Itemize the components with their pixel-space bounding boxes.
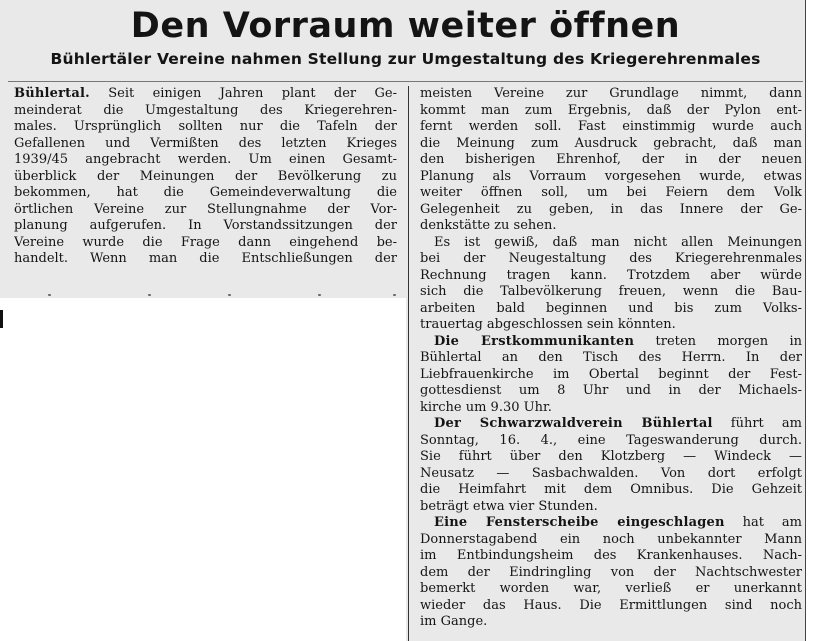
- clipping-edge: [805, 0, 806, 641]
- right-column-line: [420, 433, 802, 450]
- line-text: im Gange.: [420, 614, 488, 629]
- line-text: kirche um 9.30 Uhr.: [420, 399, 552, 415]
- line-text: fernt werden soll. Fast einstimmig wurde auch: [420, 119, 802, 134]
- right-column-line: [420, 598, 802, 615]
- left-column-line: [14, 136, 397, 153]
- line-text: Rechnung tragen kann. Trotzdem aber würde: [420, 267, 802, 283]
- line-text: Vereine wurde die Frage dann eingehend be-: [14, 234, 397, 250]
- right-column-line: [420, 235, 802, 252]
- right-column-line: [420, 581, 802, 598]
- right-column-line: [420, 284, 802, 301]
- line-text: Es ist gewiß, daß man nicht allen Meinungen: [434, 234, 802, 250]
- line-text: dem der Eindringling von der Nachtschwester: [420, 564, 802, 580]
- right-column-line: [420, 268, 802, 285]
- line-text: im Entbindungsheim des Krankenhauses. Nach-: [420, 548, 802, 563]
- line-text: trauertag abgeschlossen sein könnten.: [420, 317, 676, 332]
- line-text: Seit einigen Jahren plant der Ge-: [89, 86, 397, 101]
- line-text: wieder das Haus. Die Ermittlungen sind noch: [420, 597, 802, 613]
- line-text: meisten Vereine zur Grundlage nimmt, dann: [420, 86, 802, 101]
- line-text: bekommen, hat die Gemeindeverwaltung die: [14, 185, 397, 200]
- right-column-line: [420, 565, 802, 582]
- left-column-line: [14, 169, 397, 186]
- line-text: Sonntag, 16. 4., eine Tageswanderung durch.: [420, 432, 802, 448]
- line-text: Bühlertal an den Tisch des Herrn. In der: [420, 350, 802, 365]
- lead-in-bold: Eine Fensterscheibe eingeschlagen: [434, 515, 725, 530]
- right-column-line: [420, 169, 802, 186]
- left-column-line: [14, 202, 397, 219]
- line-text: males. Ursprünglich sollten nur die Tafeln der: [14, 119, 397, 134]
- right-column-line: [420, 218, 802, 235]
- line-text: planung aufgerufen. In Vorstandssitzungen der: [14, 218, 397, 233]
- right-column-line: [420, 202, 802, 219]
- line-text: überblick der Meinungen der Bevölkerung zu: [14, 168, 397, 184]
- line-text: Neusatz — Sasbachwalden. Von dort erfolgt: [420, 465, 802, 481]
- right-margin: [805, 0, 821, 641]
- right-column-line: [420, 466, 802, 483]
- line-text: bemerkt worden war, verließ er unerkannt: [420, 581, 802, 596]
- left-column-line: [14, 119, 397, 136]
- right-column-line: [420, 367, 802, 384]
- line-text: gottesdienst um 8 Uhr und in der Michaels-: [420, 383, 802, 398]
- right-column-line: [420, 136, 802, 153]
- left-column-line: [14, 218, 397, 235]
- header-divider: [8, 81, 803, 82]
- right-column-line: [420, 251, 802, 268]
- line-text: treten morgen in: [634, 333, 802, 349]
- article-column-right: [420, 86, 802, 631]
- line-text: handelt. Wenn man die Entschließungen der: [14, 251, 397, 266]
- line-text: denkstätte zu sehen.: [420, 218, 557, 233]
- line-text: Donnerstagabend ein noch unbekannter Mann: [420, 531, 802, 547]
- line-text: Gefallenen und Vermißten des letzten Krieges: [14, 135, 397, 151]
- line-text: beträgt etwa vier Stunden.: [420, 498, 598, 514]
- left-column-line: [14, 103, 397, 120]
- line-text: 1939/45 angebracht werden. Um einen Gesamt-: [14, 152, 397, 167]
- article-column-left: [14, 86, 397, 268]
- line-text: den bisherigen Ehrenhof, der in der neuen: [420, 152, 802, 167]
- right-column-line: [420, 449, 802, 466]
- right-column-line: [420, 86, 802, 103]
- line-text: führt am: [712, 416, 802, 431]
- right-column-line: [420, 499, 802, 516]
- left-column-line: [14, 251, 397, 268]
- line-text: Liebfrauenkirche im Obertal beginnt der Fest-: [420, 366, 802, 382]
- right-column-line: [420, 317, 802, 334]
- blank-cutout-area: [0, 298, 406, 641]
- right-column-line: [420, 301, 802, 318]
- edge-mark: [0, 310, 3, 328]
- lead-in-bold: Bühlertal.: [14, 86, 90, 101]
- right-column-line: [420, 482, 802, 499]
- right-column-line: [420, 548, 802, 565]
- right-column-line: [420, 400, 802, 417]
- left-column-line: [14, 185, 397, 202]
- right-column-line: [420, 103, 802, 120]
- line-text: bei der Neugestaltung des Kriegerehrenmales: [420, 251, 802, 266]
- left-column-line: [14, 86, 397, 103]
- article-headline: Den Vorraum weiter öffnen: [130, 6, 681, 46]
- line-text: meinderat die Umgestaltung des Kriegerehren-: [14, 102, 397, 118]
- right-column-line: [420, 532, 802, 549]
- right-column-line: [420, 350, 802, 367]
- left-column-line: [14, 152, 397, 169]
- line-text: hat am: [724, 515, 802, 530]
- left-column-line: [14, 235, 397, 252]
- line-text: örtlichen Vereine zur Stellungnahme der Vor-: [14, 201, 397, 217]
- column-divider: [408, 86, 409, 641]
- right-column-line: [420, 185, 802, 202]
- line-text: die Heimfahrt mit dem Omnibus. Die Gehzeit: [420, 482, 802, 497]
- line-text: weiter öffnen soll, um bei Feiern dem Volk: [420, 185, 802, 200]
- right-column-line: [420, 152, 802, 169]
- right-column-line: [420, 383, 802, 400]
- right-column-line: [420, 515, 802, 532]
- line-text: kommt man zum Ergebnis, daß der Pylon ent-: [420, 102, 802, 118]
- lead-in-bold: Der Schwarzwaldverein Bühlertal: [434, 416, 713, 431]
- right-column-line: [420, 119, 802, 136]
- line-text: Gelegenheit zu geben, in das Innere der Ge-: [420, 201, 802, 217]
- article-subheadline: Bühlertäler Vereine nahmen Stellung zur Umgestaltung des Kriegerehrenmales: [50, 50, 761, 68]
- line-text: Sie führt über den Klotzberg — Windeck —: [420, 449, 802, 464]
- right-column-line: [420, 614, 802, 631]
- right-column-line: [420, 334, 802, 351]
- line-text: arbeiten bald beginnen und bis zum Volks-: [420, 300, 802, 316]
- line-text: Planung als Vorraum vorgesehen wurde, etwas: [420, 168, 802, 184]
- lead-in-bold: Die Erstkommunikanten: [434, 333, 635, 349]
- right-column-line: [420, 416, 802, 433]
- line-text: sich die Talbevölkerung freuen, wenn die Bau-: [420, 284, 802, 299]
- line-text: die Meinung zum Ausdruck gebracht, daß man: [420, 135, 802, 151]
